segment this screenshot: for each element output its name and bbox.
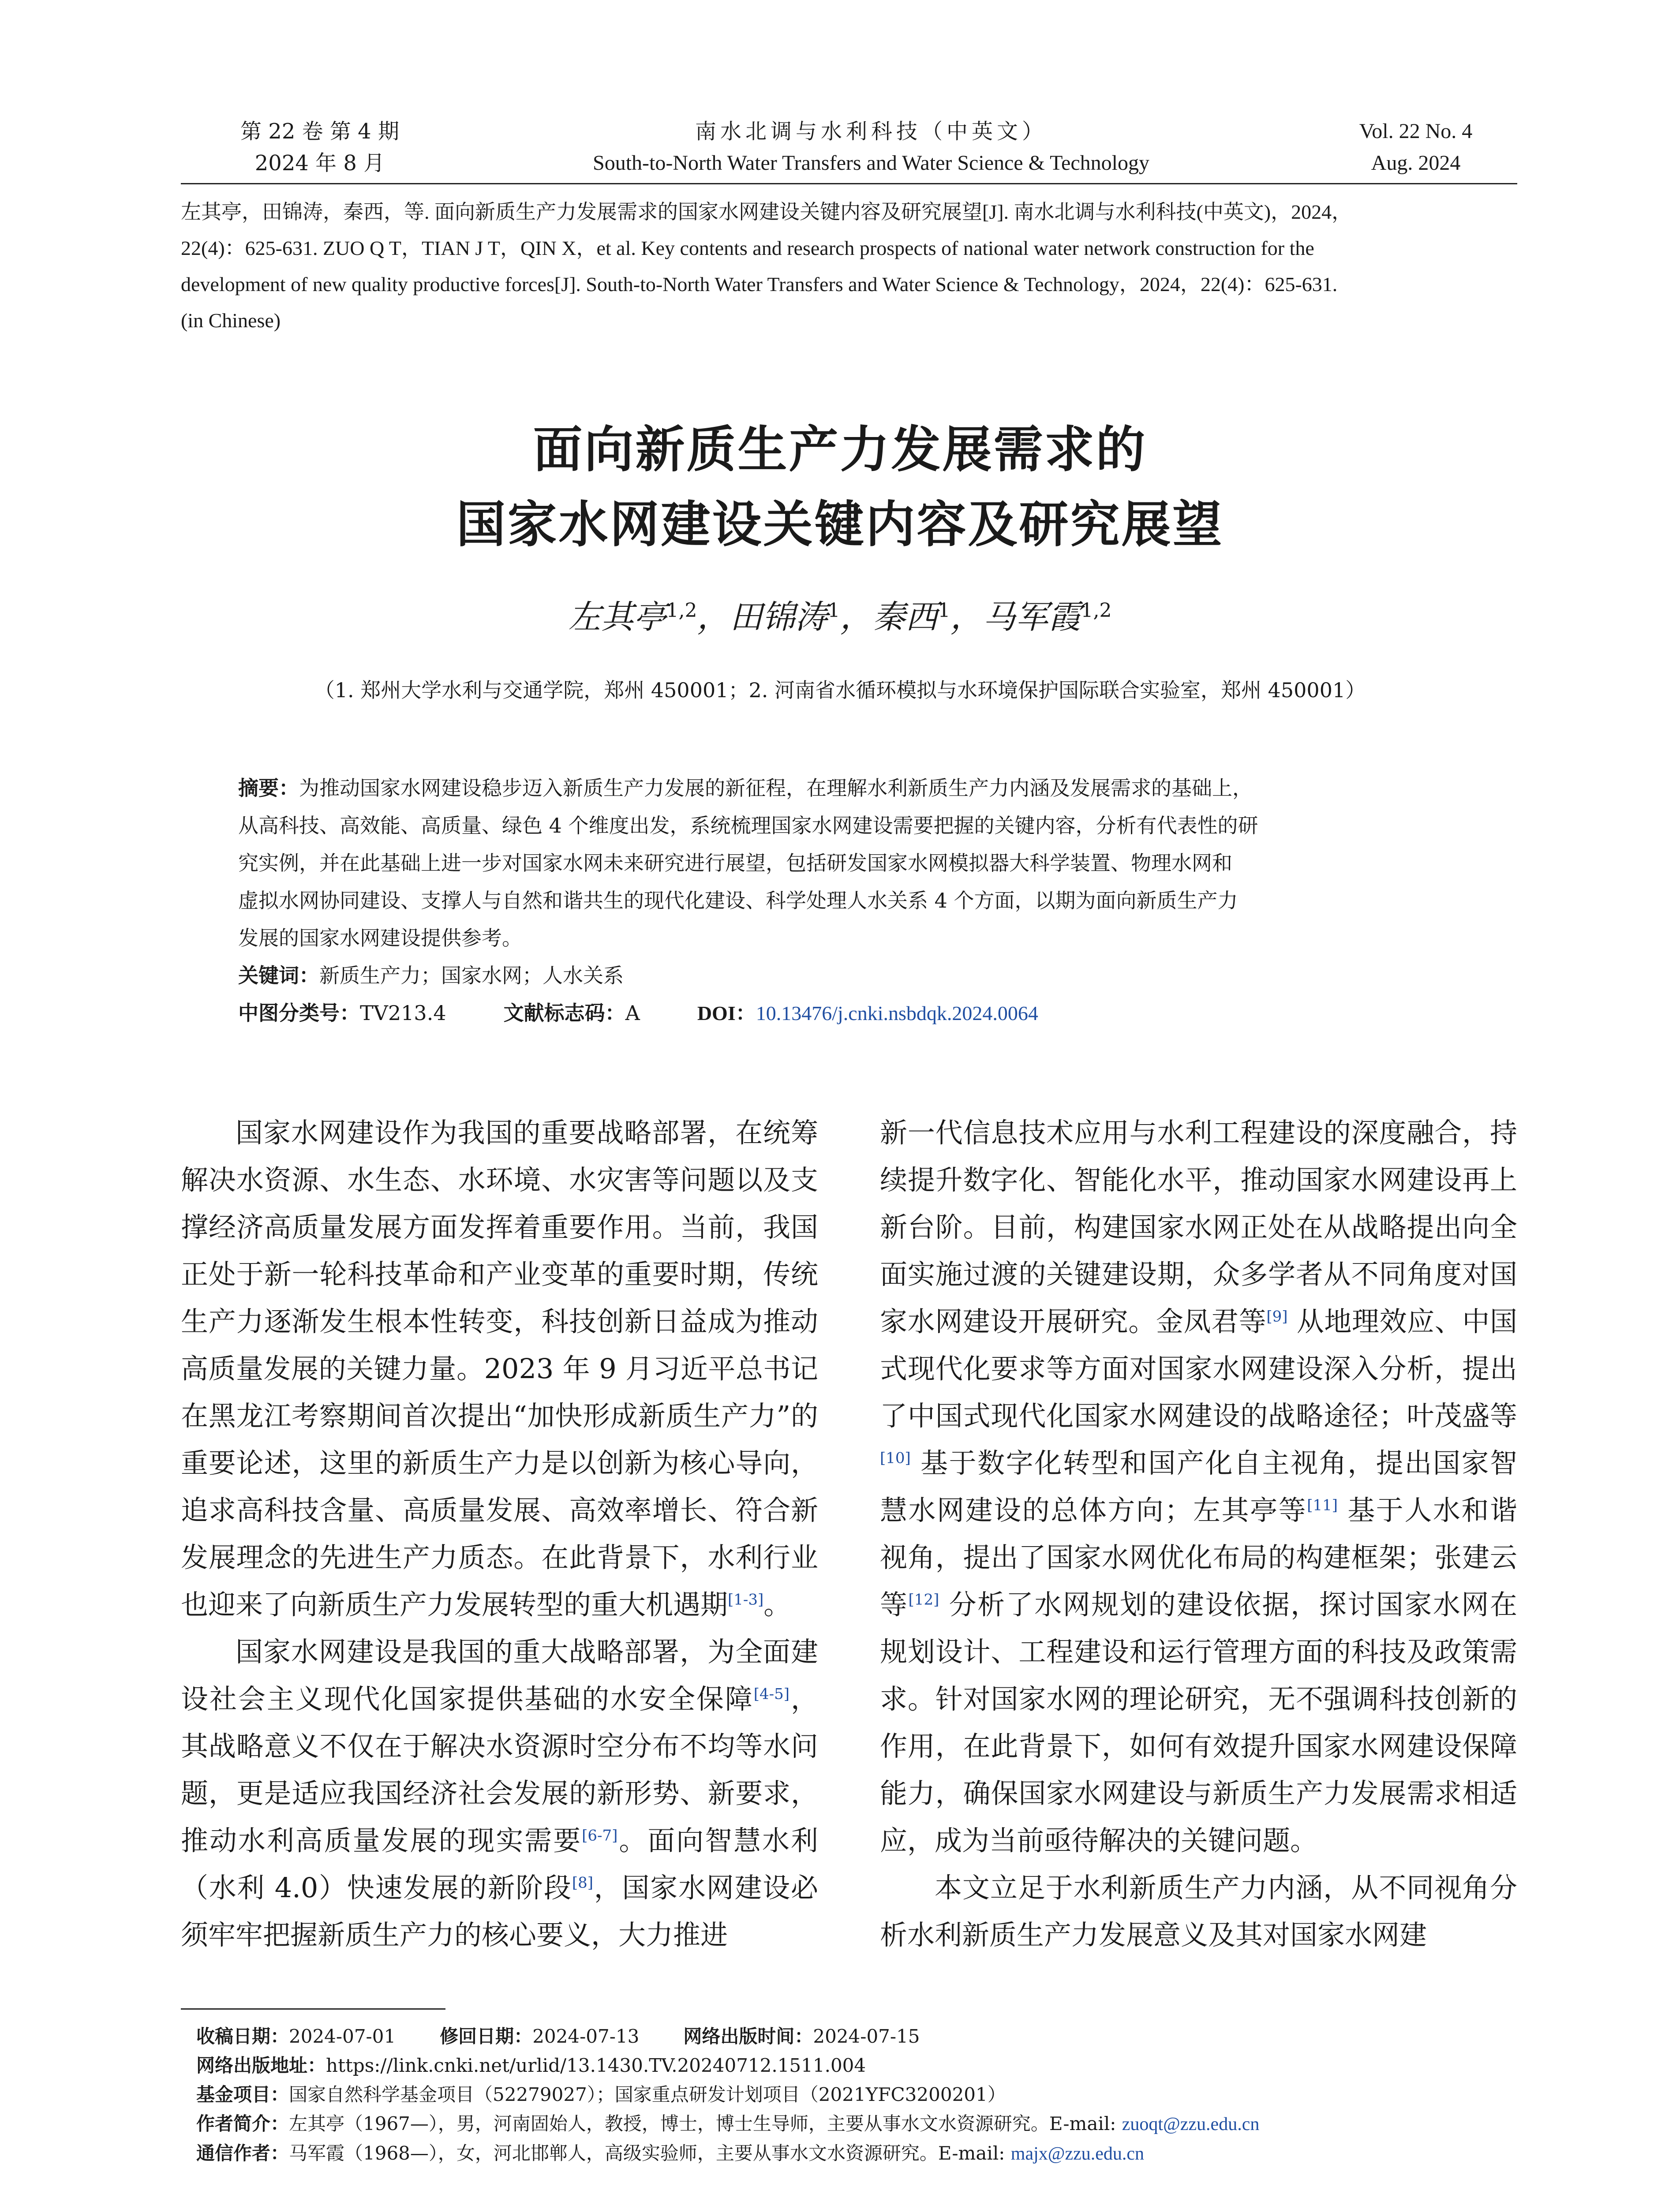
paper-title [0, 412, 1680, 562]
body-text: ，国家水网建设必须牢牢把握新质生产力的核心要义，大力推进 [181, 1872, 818, 1951]
footnote-rule [181, 2008, 445, 2010]
header-journal [551, 116, 1191, 179]
citation-ref[interactable]: [1-3] [728, 1591, 764, 1609]
body-text: 国家水网建设作为我国的重要战略部署，在统筹解决水资源、水生态、水环境、水灾害等问题以及支撑经济高质量发展方面发挥着重要作用。当前，我国正处于新一轮科技革命和产业变革的重要时期，传统生产力逐渐发生根本性转变，科技创新日益成为推动高质量发展的关键力量。2023 年 9 月习近平总书记在黑龙江考察期间首次提出“加快形成新质生产力”的重要论述，这里的新质生产力是以创新为核心导向，追求高科技含量、高质量发展、高效率增长、符合新发展理念的先进生产力质态。在此背景下，水利行业也迎来了向新质生产力发展转型的重大机遇期 [181, 1117, 818, 1621]
body-text: 分析了水网规划的建设依据，探讨国家水网在规划设计、工程建设和运行管理方面的科技及政策需求。针对国家水网的理论研究，无不强调科技创新的作用，在此背景下，如何有效提升国家水网建设保障能力，确保国家水网建设与新质生产力发展需求相适应，成为当前亟待解决的关键问题。 [880, 1588, 1517, 1857]
online-value: 2024-07-15 [813, 2026, 920, 2047]
author-bio-label: 作者简介： [196, 2113, 289, 2134]
header-journal-en: South-to-North Water Transfers and Water Science & Technology [593, 151, 1149, 175]
classification [238, 994, 1469, 1032]
fund-value: 国家自然科学基金项目（52279027）；国家重点研发计划项目（2021YFC3200201） [289, 2084, 1006, 2105]
url-value[interactable]: https://link.cnki.net/urlid/13.1430.TV.20240712.1511.004 [326, 2055, 866, 2076]
author-affil-mark: 1 [938, 599, 950, 622]
body-text: 。 [763, 1588, 791, 1621]
header-journal-cn: 南水北调与水利科技（中英文） [695, 119, 1047, 144]
body-text: 新一代信息技术应用与水利工程建设的深度融合，持续提升数字化、智能化水平，推动国家水网建设再上新台阶。目前，构建国家水网正处在从战略提出向全面实施过渡的关键建设期，众多学者从不同角度对国家水网建设开展研究。金凤君等 [880, 1117, 1517, 1338]
clc-value: TV213.4 [360, 1001, 446, 1025]
author-name: 马军霞 [983, 598, 1081, 636]
abstract-block [238, 770, 1469, 1032]
citation-ref[interactable]: [8] [572, 1874, 593, 1892]
corr-email-link[interactable]: majx@zzu.edu.cn [1010, 2144, 1145, 2164]
author-name: 田锦涛 [730, 598, 828, 636]
citation-ref[interactable]: [9] [1266, 1308, 1288, 1326]
header-volume: 第 22 卷 第 4 期 [240, 119, 399, 144]
citation-ref[interactable]: [12] [908, 1591, 939, 1609]
keywords-value: 新质生产力；国家水网；人水关系 [319, 964, 624, 987]
citation-line: (in Chinese) [181, 309, 281, 332]
author-name: 左其亭 [568, 598, 666, 636]
author-affil-mark: 1 [827, 599, 840, 622]
author-separator: ， [950, 598, 983, 636]
doi-label: DOI： [697, 1002, 756, 1024]
title-line: 面向新质生产力发展需求的 [533, 421, 1147, 478]
body-column-right [880, 1109, 1517, 1958]
abstract-text: 为推动国家水网建设稳步迈入新质生产力发展的新征程，在理解水利新质生产力内涵及发展需求的基础上， [299, 776, 1253, 800]
body-paragraph: 本文立足于水利新质生产力内涵，从不同视角分析水利新质生产力发展意义及其对国家水网建 [880, 1872, 1517, 1951]
footnotes [196, 2022, 1515, 2168]
received-label: 收稿日期： [196, 2026, 289, 2047]
doc-code-value: A [625, 1001, 640, 1025]
footnote-fund [196, 2080, 1515, 2109]
author-affil-mark: 1,2 [666, 599, 697, 622]
corr-value: 马军霞（1968—），女，河北邯郸人，高级实验师，主要从事水文水资源研究。E-mail: [289, 2142, 1011, 2164]
url-label: 网络出版地址： [196, 2055, 326, 2076]
citation-line: 22(4)：625-631. ZUO Q T，TIAN J T，QIN X，et al. Key contents and research prospects of national water network construction for the [181, 237, 1314, 259]
header-issue-en [1323, 116, 1508, 179]
citation-ref[interactable]: [11] [1307, 1496, 1338, 1514]
footnote-dates [196, 2022, 1515, 2051]
doc-code-label: 文献标志码： [503, 1001, 625, 1025]
citation-ref[interactable]: [4-5] [753, 1685, 790, 1703]
clc-label: 中图分类号： [238, 1001, 360, 1025]
citation-line: development of new quality productive forces[J]. South-to-North Water Transfers and Water Science & Technology，2024，22(4)：625-631. [181, 273, 1338, 295]
author-list [0, 587, 1680, 642]
header-issue [227, 116, 412, 179]
citation-ref[interactable]: [6-7] [582, 1827, 618, 1845]
header-rule [181, 183, 1517, 184]
author-email-link[interactable]: zuoqt@zzu.edu.cn [1122, 2114, 1260, 2134]
header-volume-en: Vol. 22 No. 4 [1359, 120, 1473, 143]
abstract-line: 发展的国家水网建设提供参考。 [238, 926, 522, 950]
citation-line: 左其亭，田锦涛，秦西，等. 面向新质生产力发展需求的国家水网建设关键内容及研究展望[J]. 南水北调与水利科技(中英文)，2024， [181, 201, 1352, 223]
keywords [238, 957, 1469, 994]
body-text: 基于数字化转型和国产化自主视角，提出国家智慧水网建设的总体方向；左其亭等 [880, 1447, 1517, 1526]
body-text: ，其战略意义不仅在于解决水资源时空分布不均等水问题，更是适应我国经济社会发展的新形势、新要求，推动水利高质量发展的现实需要 [181, 1683, 818, 1857]
footnote-url [196, 2051, 1515, 2080]
corr-label: 通信作者： [196, 2142, 289, 2164]
body-text: 基于人水和谐视角，提出了国家水网优化布局的构建框架；张建云等 [880, 1494, 1517, 1621]
affiliation: （1. 郑州大学水利与交通学院，郑州 450001；2. 河南省水循环模拟与水环境保护国际联合实验室，郑州 450001） [314, 678, 1366, 702]
citation-ref[interactable]: [10] [880, 1449, 911, 1467]
revised-value: 2024-07-13 [532, 2026, 640, 2047]
author-bio-value: 左其亭（1967—），男，河南固始人，教授，博士，博士生导师，主要从事水文水资源研究。E-mail: [289, 2113, 1122, 2134]
body-text: 国家水网建设是我国的重大战略部署，为全面建设社会主义现代化国家提供基础的水安全保障 [181, 1636, 818, 1715]
citation [181, 194, 1517, 339]
revised-label: 修回日期： [440, 2026, 533, 2047]
abstract-line: 虚拟水网协同建设、支撑人与自然和谐共生的现代化建设、科学处理人水关系 4 个方面，以期为面向新质生产力 [238, 889, 1238, 912]
abstract-line [238, 770, 1469, 807]
footnote-author [196, 2109, 1515, 2139]
body-paragraph [880, 1109, 1517, 1864]
fund-label: 基金项目： [196, 2084, 289, 2105]
body-paragraph [181, 1109, 818, 1628]
header-date: 2024 年 8 月 [254, 151, 385, 176]
abstract-line: 从高科技、高效能、高质量、绿色 4 个维度出发，系统梳理国家水网建设需要把握的关键内容，分析有代表性的研 [238, 814, 1258, 837]
body-text: 从地理效应、中国式现代化要求等方面对国家水网建设深入分析，提出了中国式现代化国家水网建设的战略途径；叶茂盛等 [880, 1305, 1517, 1432]
author-affil-mark: 1,2 [1081, 599, 1112, 622]
body-text: 。面向智慧水利（水利 4.0）快速发展的新阶段 [181, 1824, 818, 1904]
received-value: 2024-07-01 [289, 2026, 396, 2047]
author-separator: ， [840, 598, 873, 636]
author-separator: ， [697, 598, 730, 636]
body-column-left [181, 1109, 818, 1958]
abstract-label: 摘要： [238, 776, 299, 800]
body-paragraph [181, 1628, 818, 1958]
title-line: 国家水网建设关键内容及研究展望 [456, 496, 1224, 553]
author-name: 秦西 [872, 598, 938, 636]
abstract-line: 究实例，并在此基础上进一步对国家水网未来研究进行展望，包括研发国家水网模拟器大科学装置、物理水网和 [238, 851, 1232, 875]
header-date-en: Aug. 2024 [1371, 151, 1461, 175]
online-label: 网络出版时间： [683, 2026, 813, 2047]
keywords-label: 关键词： [238, 964, 319, 987]
doi-link[interactable]: 10.13476/j.cnki.nsbdqk.2024.0064 [756, 1002, 1038, 1024]
footnote-corresponding [196, 2139, 1515, 2168]
